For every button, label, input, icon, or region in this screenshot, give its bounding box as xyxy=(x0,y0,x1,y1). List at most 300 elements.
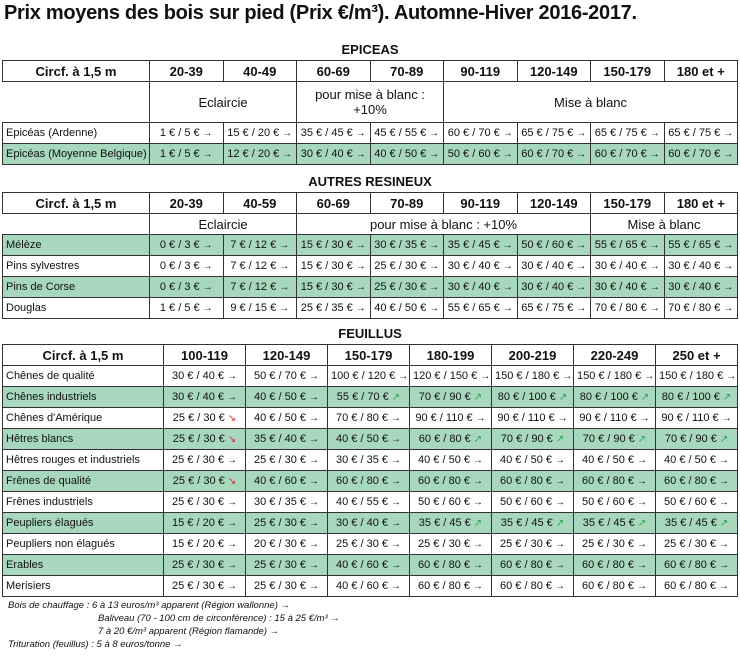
footnote-trituration: Trituration (feuillus) : 5 à 8 euros/tonne → xyxy=(8,639,183,650)
species-name: Douglas xyxy=(3,298,150,319)
trend-flat-icon: → xyxy=(576,303,587,314)
price-value: 25 € / 30 € xyxy=(500,538,552,550)
species-name: Peupliers non élagués xyxy=(3,534,164,555)
table-row xyxy=(3,492,738,513)
price-cell xyxy=(444,256,518,277)
price-value: 50 € / 60 € xyxy=(500,496,552,508)
trend-flat-icon: → xyxy=(391,497,401,508)
price-cell xyxy=(150,235,224,256)
trend-flat-icon: → xyxy=(637,497,647,508)
trend-flat-icon: → xyxy=(555,476,565,487)
price-value: 60 € / 80 € xyxy=(418,580,470,592)
epiceas-table xyxy=(2,38,738,165)
price-cell xyxy=(574,513,656,534)
price-cell xyxy=(223,235,297,256)
price-cell xyxy=(410,513,492,534)
price-cell xyxy=(656,492,738,513)
price-value: 60 € / 80 € xyxy=(500,580,552,592)
price-value: 60 € / 80 € xyxy=(500,475,552,487)
price-value: 25 € / 30 € xyxy=(336,538,388,550)
price-value: 25 € / 30 € xyxy=(418,538,470,550)
trend-flat-icon: → xyxy=(391,518,401,529)
trend-up-icon: ↗ xyxy=(555,434,565,445)
trend-flat-icon: → xyxy=(473,539,483,550)
table-row xyxy=(3,144,738,165)
price-cell xyxy=(370,298,444,319)
price-cell xyxy=(410,429,492,450)
price-cell xyxy=(664,123,738,144)
price-cell xyxy=(574,492,656,513)
trend-flat-icon: → xyxy=(473,455,483,466)
price-cell xyxy=(656,387,738,408)
section-title: EPICEAS xyxy=(3,38,738,61)
price-cell xyxy=(370,144,444,165)
price-value: 70 € / 90 € xyxy=(500,433,553,445)
price-value: 100 € / 120 € xyxy=(331,370,396,382)
price-value: 65 € / 75 € xyxy=(594,127,647,139)
price-cell xyxy=(664,235,738,256)
price-value: 60 € / 80 € xyxy=(336,475,388,487)
price-cell xyxy=(223,256,297,277)
trend-flat-icon: → xyxy=(723,240,734,251)
price-cell xyxy=(656,366,738,387)
trend-flat-icon: → xyxy=(391,413,401,424)
price-cell xyxy=(328,408,410,429)
trend-flat-icon: → xyxy=(279,261,290,272)
trend-flat-icon: → xyxy=(637,476,647,487)
table-row xyxy=(3,387,738,408)
price-value: 30 € / 40 € xyxy=(668,260,721,272)
species-name: Merisiers xyxy=(3,576,164,597)
trend-flat-icon: → xyxy=(355,261,366,272)
price-value: 30 € / 40 € xyxy=(172,370,224,382)
price-cell xyxy=(246,450,328,471)
table-row xyxy=(3,123,738,144)
trend-flat-icon: → xyxy=(576,128,587,139)
price-cell xyxy=(656,513,738,534)
price-value: 30 € / 35 € xyxy=(254,496,306,508)
class-header: 150-179 xyxy=(591,193,665,214)
trend-flat-icon: → xyxy=(721,413,732,424)
trend-flat-icon: → xyxy=(309,560,319,571)
price-value: 25 € / 30 € xyxy=(254,454,306,466)
trend-flat-icon: → xyxy=(227,581,237,592)
species-name: Erables xyxy=(3,555,164,576)
price-value: 35 € / 45 € xyxy=(447,239,500,251)
price-cell xyxy=(591,123,665,144)
price-cell xyxy=(150,123,224,144)
trend-flat-icon: → xyxy=(480,371,491,382)
trend-flat-icon: → xyxy=(502,282,513,293)
trend-flat-icon: → xyxy=(391,455,401,466)
trend-flat-icon: → xyxy=(723,282,734,293)
price-value: 60 € / 80 € xyxy=(582,580,634,592)
trend-flat-icon: → xyxy=(391,476,401,487)
price-cell xyxy=(164,387,246,408)
price-value: 1 € / 5 € xyxy=(159,127,200,139)
species-name: Frênes de qualité xyxy=(3,471,164,492)
trend-flat-icon: → xyxy=(355,282,366,293)
trend-up-icon: ↗ xyxy=(640,392,650,403)
price-cell xyxy=(370,256,444,277)
price-cell xyxy=(517,235,591,256)
circ-label: Circf. à 1,5 m xyxy=(3,61,150,82)
price-value: 55 € / 65 € xyxy=(447,302,500,314)
price-value: 1 € / 5 € xyxy=(159,302,200,314)
class-header: 120-149 xyxy=(246,345,328,366)
price-cell xyxy=(444,235,518,256)
trend-up-icon: ↗ xyxy=(722,392,732,403)
trend-flat-icon: → xyxy=(719,560,730,571)
trend-flat-icon: → xyxy=(719,581,730,592)
trend-flat-icon: → xyxy=(202,282,213,293)
price-value: 60 € / 80 € xyxy=(500,559,552,571)
trend-flat-icon: → xyxy=(202,128,213,139)
table-row xyxy=(3,576,738,597)
price-value: 80 € / 100 € xyxy=(579,391,638,403)
price-cell xyxy=(164,450,246,471)
price-cell xyxy=(492,450,574,471)
price-cell xyxy=(444,144,518,165)
trend-up-icon: ↗ xyxy=(473,434,483,445)
price-value: 40 € / 60 € xyxy=(336,580,388,592)
trend-flat-icon: → xyxy=(637,455,647,466)
trend-flat-icon: → xyxy=(309,497,319,508)
price-cell xyxy=(591,235,665,256)
trend-up-icon: ↗ xyxy=(558,392,568,403)
table-row xyxy=(3,235,738,256)
price-cell xyxy=(410,366,492,387)
price-value: 30 € / 35 € xyxy=(374,239,427,251)
price-value: 70 € / 80 € xyxy=(336,412,388,424)
trend-flat-icon: → xyxy=(576,261,587,272)
price-cell xyxy=(574,555,656,576)
trend-flat-icon: → xyxy=(576,149,587,160)
price-cell xyxy=(246,492,328,513)
price-cell xyxy=(591,256,665,277)
trend-flat-icon: → xyxy=(555,560,565,571)
species-name: Epicéas (Ardenne) xyxy=(3,123,150,144)
price-value: 60 € / 80 € xyxy=(582,559,634,571)
price-cell xyxy=(492,576,574,597)
price-value: 40 € / 50 € xyxy=(374,302,427,314)
price-value: 70 € / 80 € xyxy=(668,302,721,314)
price-cell xyxy=(574,471,656,492)
price-cell xyxy=(656,408,738,429)
trend-flat-icon: → xyxy=(719,476,730,487)
trend-flat-icon: → xyxy=(719,455,730,466)
price-value: 25 € / 30 € xyxy=(172,412,225,424)
price-value: 40 € / 50 € xyxy=(582,454,634,466)
price-cell xyxy=(492,387,574,408)
trend-flat-icon: → xyxy=(202,149,213,160)
price-cell xyxy=(246,576,328,597)
class-header: 70-89 xyxy=(370,193,444,214)
trend-up-icon: ↗ xyxy=(719,518,729,529)
trend-flat-icon: → xyxy=(637,539,647,550)
price-value: 25 € / 30 € xyxy=(582,538,634,550)
price-value: 30 € / 40 € xyxy=(447,260,500,272)
price-cell xyxy=(410,534,492,555)
trend-flat-icon: → xyxy=(576,240,587,251)
trend-flat-icon: → xyxy=(227,539,237,550)
price-value: 60 € / 70 € xyxy=(447,127,500,139)
price-cell xyxy=(410,387,492,408)
price-cell xyxy=(410,492,492,513)
price-value: 45 € / 55 € xyxy=(374,127,427,139)
price-value: 7 € / 12 € xyxy=(230,260,277,272)
trend-up-icon: ↗ xyxy=(637,518,647,529)
price-value: 30 € / 40 € xyxy=(594,281,647,293)
price-cell xyxy=(517,256,591,277)
price-cell xyxy=(574,429,656,450)
price-cell xyxy=(328,576,410,597)
price-cell xyxy=(150,298,224,319)
price-value: 30 € / 40 € xyxy=(521,260,574,272)
price-value: 40 € / 50 € xyxy=(254,412,306,424)
price-cell xyxy=(410,408,492,429)
trend-flat-icon: → xyxy=(637,581,647,592)
trend-flat-icon: → xyxy=(473,497,483,508)
price-value: 60 € / 80 € xyxy=(664,475,717,487)
price-cell xyxy=(246,513,328,534)
price-value: 25 € / 30 € xyxy=(254,517,306,529)
price-cell xyxy=(574,366,656,387)
price-value: 50 € / 60 € xyxy=(418,496,470,508)
price-value: 120 € / 150 € xyxy=(413,370,478,382)
price-value: 30 € / 40 € xyxy=(668,281,721,293)
price-cell xyxy=(328,429,410,450)
trend-flat-icon: → xyxy=(429,240,440,251)
price-cell xyxy=(246,534,328,555)
trend-down-icon: ↘ xyxy=(227,476,237,487)
price-value: 90 € / 110 € xyxy=(497,412,555,424)
trend-flat-icon: → xyxy=(309,371,319,382)
price-value: 80 € / 100 € xyxy=(661,391,720,403)
class-header: 220-249 xyxy=(574,345,656,366)
price-cell xyxy=(410,450,492,471)
trend-flat-icon: → xyxy=(279,240,290,251)
trend-flat-icon: → xyxy=(355,149,366,160)
category-eclaircie: Eclaircie xyxy=(150,214,297,235)
table-row xyxy=(3,408,738,429)
trend-flat-icon: → xyxy=(398,371,409,382)
trend-flat-icon: → xyxy=(649,240,660,251)
class-header: 180-199 xyxy=(410,345,492,366)
trend-flat-icon: → xyxy=(309,392,319,403)
trend-flat-icon: → xyxy=(355,303,366,314)
table-row xyxy=(3,534,738,555)
trend-flat-icon: → xyxy=(555,455,565,466)
price-value: 150 € / 180 € xyxy=(495,370,560,382)
price-value: 25 € / 35 € xyxy=(300,302,353,314)
trend-flat-icon: → xyxy=(502,128,513,139)
species-name: Hêtres blancs xyxy=(3,429,164,450)
resineux-table xyxy=(2,170,738,319)
price-cell xyxy=(492,408,574,429)
trend-flat-icon: → xyxy=(429,128,440,139)
price-cell xyxy=(297,235,371,256)
trend-flat-icon: → xyxy=(649,149,660,160)
price-value: 40 € / 55 € xyxy=(336,496,388,508)
class-header: 20-39 xyxy=(150,193,224,214)
trend-flat-icon: → xyxy=(555,497,565,508)
class-header: 90-119 xyxy=(444,193,518,214)
category-eclaircie: Eclaircie xyxy=(150,82,297,123)
trend-flat-icon: → xyxy=(391,434,401,445)
price-value: 60 € / 70 € xyxy=(521,148,574,160)
species-name: Pins sylvestres xyxy=(3,256,150,277)
price-cell xyxy=(574,387,656,408)
price-value: 60 € / 80 € xyxy=(664,559,717,571)
price-value: 60 € / 80 € xyxy=(664,580,717,592)
price-value: 15 € / 30 € xyxy=(300,239,353,251)
circ-label: Circf. à 1,5 m xyxy=(3,345,164,366)
price-value: 7 € / 12 € xyxy=(230,281,277,293)
price-cell xyxy=(492,534,574,555)
class-header: 120-149 xyxy=(517,193,591,214)
trend-flat-icon: → xyxy=(391,581,401,592)
category-mise-a-blanc: Mise à blanc xyxy=(444,82,738,123)
table-row xyxy=(3,471,738,492)
price-cell xyxy=(664,298,738,319)
price-value: 70 € / 90 € xyxy=(418,391,471,403)
price-cell xyxy=(574,534,656,555)
class-header: 100-119 xyxy=(164,345,246,366)
page-title: Prix moyens des bois sur pied (Prix €/m³). Automne-Hiver 2016-2017. xyxy=(4,2,637,24)
trend-flat-icon: → xyxy=(649,261,660,272)
price-value: 1 € / 5 € xyxy=(159,148,200,160)
price-value: 40 € / 60 € xyxy=(254,475,306,487)
trend-flat-icon: → xyxy=(502,240,513,251)
price-value: 70 € / 90 € xyxy=(664,433,717,445)
price-cell xyxy=(444,298,518,319)
trend-flat-icon: → xyxy=(429,282,440,293)
trend-flat-icon: → xyxy=(227,392,237,403)
section-title: AUTRES RESINEUX xyxy=(3,170,738,193)
price-cell xyxy=(297,277,371,298)
price-cell xyxy=(370,123,444,144)
trend-flat-icon: → xyxy=(576,282,587,293)
price-value: 90 € / 110 € xyxy=(415,412,473,424)
trend-flat-icon: → xyxy=(391,560,401,571)
species-name: Mélèze xyxy=(3,235,150,256)
trend-flat-icon: → xyxy=(473,560,483,571)
trend-flat-icon: → xyxy=(227,497,237,508)
trend-down-icon: ↘ xyxy=(227,413,237,424)
table-row xyxy=(3,366,738,387)
price-cell xyxy=(517,144,591,165)
trend-flat-icon: → xyxy=(202,261,213,272)
price-value: 60 € / 80 € xyxy=(418,433,471,445)
price-value: 55 € / 65 € xyxy=(594,239,647,251)
price-value: 15 € / 20 € xyxy=(172,517,224,529)
feuillus-table xyxy=(2,322,738,597)
price-value: 40 € / 60 € xyxy=(336,559,388,571)
category-mise-a-blanc-plus10: pour mise à blanc : +10% xyxy=(297,214,591,235)
price-value: 0 € / 3 € xyxy=(159,281,200,293)
price-value: 9 € / 15 € xyxy=(230,302,277,314)
price-cell xyxy=(410,471,492,492)
species-name: Chênes industriels xyxy=(3,387,164,408)
table-row xyxy=(3,513,738,534)
price-cell xyxy=(150,277,224,298)
price-cell xyxy=(164,555,246,576)
price-cell xyxy=(223,277,297,298)
price-cell xyxy=(223,144,297,165)
table-row xyxy=(3,277,738,298)
price-cell xyxy=(492,429,574,450)
price-value: 25 € / 30 € xyxy=(172,433,225,445)
class-header: 60-69 xyxy=(297,193,371,214)
species-name: Chênes de qualité xyxy=(3,366,164,387)
price-value: 50 € / 60 € xyxy=(582,496,634,508)
trend-up-icon: ↗ xyxy=(473,518,483,529)
trend-flat-icon: → xyxy=(723,303,734,314)
table-row xyxy=(3,298,738,319)
trend-flat-icon: → xyxy=(555,581,565,592)
price-cell xyxy=(164,513,246,534)
price-value: 30 € / 40 € xyxy=(594,260,647,272)
price-cell xyxy=(664,256,738,277)
price-cell xyxy=(223,123,297,144)
trend-flat-icon: → xyxy=(282,128,293,139)
price-value: 50 € / 70 € xyxy=(254,370,306,382)
category-row xyxy=(3,214,738,235)
species-name: Pins de Corse xyxy=(3,277,150,298)
price-value: 20 € / 30 € xyxy=(254,538,306,550)
trend-flat-icon: → xyxy=(227,455,237,466)
price-cell xyxy=(444,277,518,298)
trend-flat-icon: → xyxy=(473,581,483,592)
trend-flat-icon: → xyxy=(649,128,660,139)
price-value: 25 € / 30 € xyxy=(172,475,225,487)
price-cell xyxy=(297,144,371,165)
price-value: 25 € / 30 € xyxy=(172,454,224,466)
species-name: Hêtres rouges et industriels xyxy=(3,450,164,471)
trend-flat-icon: → xyxy=(309,539,319,550)
trend-flat-icon: → xyxy=(562,371,573,382)
price-value: 60 € / 80 € xyxy=(582,475,634,487)
price-value: 25 € / 30 € xyxy=(254,580,306,592)
price-value: 150 € / 180 € xyxy=(659,370,724,382)
class-header-row xyxy=(3,61,738,82)
trend-flat-icon: → xyxy=(502,149,513,160)
trend-flat-icon: → xyxy=(719,497,730,508)
trend-flat-icon: → xyxy=(309,455,319,466)
class-header: 250 et + xyxy=(656,345,738,366)
price-cell xyxy=(164,366,246,387)
price-cell xyxy=(656,576,738,597)
price-value: 55 € / 70 € xyxy=(336,391,389,403)
class-header-row xyxy=(3,345,738,366)
price-value: 70 € / 80 € xyxy=(594,302,647,314)
price-value: 90 € / 110 € xyxy=(661,412,719,424)
trend-flat-icon: → xyxy=(227,560,237,571)
table-row xyxy=(3,429,738,450)
price-cell xyxy=(574,408,656,429)
trend-flat-icon: → xyxy=(429,149,440,160)
class-header: 70-89 xyxy=(370,61,444,82)
trend-flat-icon: → xyxy=(309,434,319,445)
class-header: 180 et + xyxy=(664,61,738,82)
price-value: 12 € / 20 € xyxy=(227,148,280,160)
price-cell xyxy=(164,534,246,555)
price-value: 30 € / 35 € xyxy=(336,454,388,466)
price-value: 25 € / 30 € xyxy=(172,559,224,571)
category-mise-a-blanc: Mise à blanc xyxy=(591,214,738,235)
price-value: 30 € / 40 € xyxy=(300,148,353,160)
